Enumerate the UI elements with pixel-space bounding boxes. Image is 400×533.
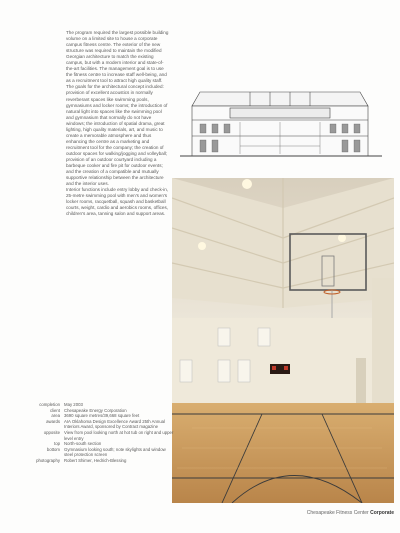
credit-value: Robert Shimer, Hedrich-Blessing — [64, 457, 127, 463]
credit-row — [14, 419, 174, 430]
credit-value: View from pool looking north at hot tub on right and upper level entry — [64, 429, 174, 441]
credit-value: Gymnasium looking south; note skylights and window steel protection screen — [64, 446, 166, 458]
gymnasium-photo — [172, 178, 394, 503]
footer-title: Chesapeake Fitness Center — [306, 510, 369, 516]
paragraph-goals: The goals for the architectural concept included: provision of excellent acoustics in normally reverberant spaces like swimming pools, gymnasiums and locker rooms; the introduction of natural light into spaces like the swimming pool and gymnasium that normally do not have windows; the introduction of spatial drama, great lighting, high quality materials, art, and music to create a memorable atmosphere and thus enhancing the centre as a marketing and recruitment tool for the company; the creation of outdoor spaces for walking/jogging and volleyball; provision of an outdoor courtyard including a barbeque cooker and fire pit for outdoor events; and the creation of a compatible and mutually supportive relationship between the architecture and the interior uses. — [66, 84, 168, 187]
credit-row — [14, 447, 174, 458]
credit-value: 3690 square metres/39,668 square feet — [64, 413, 140, 419]
section-drawing — [170, 84, 390, 164]
credit-label: awards — [46, 418, 60, 424]
credit-label: completion — [39, 402, 60, 407]
paragraph-program: The program required the largest possible building volume on a limited site to house a corporate campus fitness centre. The exterior of the new structure was required to maintain the modified Georgian architecture to match the existing campus, but with a modern interior and state-of-the-art facilities. The management goal is to use the fitness centre to increase staff well-being, and as a recruitment tool to attract high quality staff. — [66, 30, 169, 84]
credit-row — [14, 458, 174, 464]
credit-row — [14, 430, 174, 441]
credit-value: May 2003 — [64, 402, 83, 407]
running-footer — [250, 510, 394, 516]
credit-label: client — [49, 407, 60, 413]
credit-label: top — [54, 441, 60, 447]
credit-label: bottom — [46, 446, 60, 452]
project-credits — [14, 402, 174, 464]
credit-label: opposite — [43, 429, 60, 435]
paragraph-functions: Interior functions include entry lobby and check-in, 25-metre swimming pool with men's and women's locker rooms, racquetball, squash and basketball courts, weight, cardio and aerobics rooms, offices, children's area, tanning salon and support areas. — [66, 187, 169, 217]
credit-value: North-south section — [64, 441, 102, 447]
project-description — [66, 30, 170, 217]
credit-value: AIA Oklahoma Design Excellence Award 25th Annual Interiors Award, sponsored by Contract magazine — [64, 418, 165, 430]
footer-category: Corporate — [370, 510, 394, 516]
credit-value: Chesapeake Energy Corporation — [64, 407, 127, 413]
credit-label: photography — [36, 457, 60, 463]
credit-label: area — [51, 413, 60, 419]
